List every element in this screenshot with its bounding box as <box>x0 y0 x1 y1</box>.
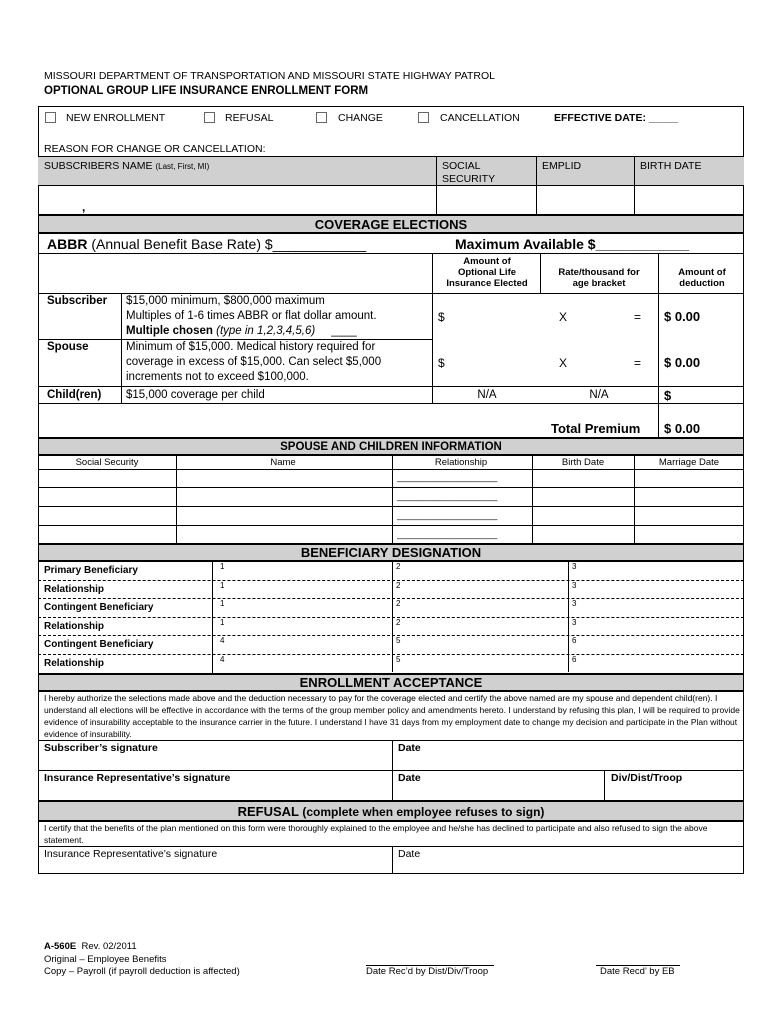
acceptance-text: I hereby authorize the selections made above and the deduction necessary to pay for the coverage elected and certify the above named are my spouse and dependent child(ren). I understand all elections will be effective in accordance with the terms of the group member policy and amendments hereto. I understand by refusing this plan, I will be required to provide evidence of insurability acceptable to the insurance carrier in the future. I understand I have 31 days from my employment date to change my decision and participate in the Plan without evidence of insurability. <box>44 693 740 739</box>
relationship-blank-4[interactable]: ___________________ <box>397 529 498 540</box>
col-social-security: Social Security <box>75 457 139 468</box>
beneficiary-entry-field[interactable]: 6 <box>572 636 577 645</box>
total-premium-value: $ 0.00 <box>664 421 701 436</box>
col-rate: Rate/thousand for age bracket <box>558 267 640 289</box>
col-marriage-date: Marriage Date <box>658 457 720 468</box>
beneficiary-row-label: Relationship <box>44 657 105 669</box>
beneficiary-row-label: Contingent Beneficiary <box>44 639 154 650</box>
beneficiary-entry-field[interactable]: 6 <box>572 654 577 664</box>
beneficiary-row-label: Relationship <box>44 620 105 632</box>
spouse-x: X <box>559 356 568 370</box>
acceptance-title: ENROLLMENT ACCEPTANCE <box>38 674 744 691</box>
birth-date-label: BIRTH DATE <box>640 160 702 172</box>
beneficiary-entry-field[interactable]: 2 <box>396 562 401 571</box>
subscriber-name-value[interactable]: , <box>82 200 86 214</box>
distribution-original: Original – Employee Benefits <box>44 954 167 965</box>
col-relationship: Relationship <box>434 457 488 468</box>
subscriber-amount-field[interactable]: $ <box>438 310 445 324</box>
refusal-date-field[interactable]: Date <box>398 848 421 860</box>
beneficiary-entry-field[interactable]: 2 <box>396 580 401 590</box>
relationship-blank-2[interactable]: ___________________ <box>397 491 498 502</box>
col-name: Name <box>270 457 296 468</box>
children-amount-na: N/A <box>477 389 497 401</box>
spouse-amount-field[interactable]: $ <box>438 356 445 370</box>
abbr-field[interactable]: ABBR (Annual Benefit Base Rate) $____________ <box>47 236 367 252</box>
spouse-desc-2: coverage in excess of $15,000. Can select $5,000 <box>126 356 382 368</box>
social-security-label-2: SECURITY <box>442 173 496 185</box>
subscriber-signature-field[interactable]: Subscriber’s signature <box>44 742 158 754</box>
beneficiary-entry-field[interactable]: 1 <box>220 562 225 571</box>
beneficiary-entry-field[interactable]: 3 <box>572 617 577 627</box>
cancellation-label: CANCELLATION <box>440 112 520 124</box>
col-birth-date: Birth Date <box>561 457 605 468</box>
refusal-rep-signature-field[interactable]: Insurance Representative’s signature <box>44 848 218 860</box>
div-dist-troop-field[interactable]: Div/Dist/Troop <box>611 772 683 784</box>
spouse-eq: = <box>634 356 642 370</box>
beneficiary-entry-field[interactable]: 3 <box>572 599 577 608</box>
rep-signature-field[interactable]: Insurance Representative’s signature <box>44 772 231 784</box>
effective-date-field[interactable]: EFFECTIVE DATE: _____ <box>554 112 679 124</box>
change-checkbox[interactable] <box>316 112 327 123</box>
subscriber-eq: = <box>634 310 642 324</box>
subscriber-name-label: SUBSCRIBERS NAME (Last, First, MI) <box>44 160 210 172</box>
beneficiary-title: BENEFICIARY DESIGNATION <box>38 544 744 561</box>
emplid-label: EMPLID <box>542 160 582 172</box>
beneficiary-entry-field[interactable]: 2 <box>396 617 401 627</box>
beneficiary-entry-field[interactable]: 5 <box>396 636 401 645</box>
spouse-row-label: Spouse <box>47 341 89 353</box>
subscriber-deduction: $ 0.00 <box>664 309 701 324</box>
relationship-blank-1[interactable]: ___________________ <box>397 472 498 483</box>
agency-heading: MISSOURI DEPARTMENT OF TRANSPORTATION AND MISSOURI STATE HIGHWAY PATROL <box>44 70 495 82</box>
subscriber-x: X <box>559 310 568 324</box>
new-enrollment-label: NEW ENROLLMENT <box>66 112 166 124</box>
beneficiary-entry-field[interactable]: 3 <box>572 580 577 590</box>
beneficiary-frame <box>38 561 744 674</box>
beneficiary-entry-field[interactable]: 4 <box>220 636 225 645</box>
children-row-label: Child(ren) <box>47 389 102 401</box>
col-deduction: Amount of deduction <box>678 267 726 289</box>
spouse-children-title: SPOUSE AND CHILDREN INFORMATION <box>38 438 744 455</box>
children-desc: $15,000 coverage per child <box>126 389 265 401</box>
beneficiary-entry-field[interactable]: 1 <box>220 617 225 627</box>
relationship-blank-3[interactable]: ___________________ <box>397 510 498 521</box>
subscriber-desc-2: Multiples of 1-6 times ABBR or flat dollar amount. <box>126 310 377 322</box>
beneficiary-entry-field[interactable]: 2 <box>396 599 401 608</box>
cancellation-checkbox[interactable] <box>418 112 429 123</box>
reason-label: REASON FOR CHANGE OR CANCELLATION: <box>44 143 266 155</box>
subscriber-desc-1: $15,000 minimum, $800,000 maximum <box>126 295 325 307</box>
refusal-checkbox[interactable] <box>204 112 215 123</box>
coverage-section-title: COVERAGE ELECTIONS <box>38 215 744 233</box>
subscriber-date-field[interactable]: Date <box>398 742 421 754</box>
rep-date-field[interactable]: Date <box>398 772 421 784</box>
form-number: A-560E Rev. 02/2011 <box>44 941 137 952</box>
form-title: OPTIONAL GROUP LIFE INSURANCE ENROLLMENT FORM <box>44 85 369 97</box>
multiple-chosen-field[interactable]: Multiple chosen (type in 1,2,3,4,5,6) ____ <box>126 325 357 337</box>
beneficiary-entry-field[interactable]: 5 <box>396 654 401 664</box>
refusal-title: REFUSAL (complete when employee refuses to sign) <box>38 801 744 821</box>
change-label: CHANGE <box>338 112 383 124</box>
spouse-desc-3: increments not to exceed $100,000. <box>126 371 309 383</box>
children-deduction: $ <box>664 388 672 403</box>
refusal-label: REFUSAL <box>225 112 274 124</box>
spouse-deduction: $ 0.00 <box>664 355 701 370</box>
beneficiary-row-label: Contingent Beneficiary <box>44 602 154 613</box>
beneficiary-entry-field[interactable]: 3 <box>572 562 577 571</box>
social-security-label: SOCIAL <box>442 160 481 172</box>
rec-dist-label: Date Rec’d by Dist/Div/Troop <box>366 966 489 977</box>
beneficiary-row-label: Primary Beneficiary <box>44 565 138 576</box>
distribution-copy: Copy – Payroll (if payroll deduction is affected) <box>44 966 240 977</box>
maximum-available-field[interactable]: Maximum Available $____________ <box>455 236 690 252</box>
subscriber-row-label: Subscriber <box>47 295 108 307</box>
beneficiary-entry-field[interactable]: 4 <box>220 654 225 664</box>
total-premium-label: Total Premium <box>551 421 641 436</box>
col-amount-elected: Amount of Optional Life Insurance Elected <box>446 256 528 289</box>
children-rate-na: N/A <box>589 389 609 401</box>
spouse-desc-1: Minimum of $15,000. Medical history required for <box>126 341 376 353</box>
beneficiary-row-label: Relationship <box>44 583 105 595</box>
rec-eb-label: Date Recd’ by EB <box>600 966 675 977</box>
new-enrollment-checkbox[interactable] <box>45 112 56 123</box>
beneficiary-entry-field[interactable]: 1 <box>220 580 225 590</box>
beneficiary-entry-field[interactable]: 1 <box>220 599 225 608</box>
refusal-text: I certify that the benefits of the plan mentioned on this form were thoroughly explained to the employee and he/she has declined to participate and also refused to sign the above statement. <box>44 823 708 845</box>
